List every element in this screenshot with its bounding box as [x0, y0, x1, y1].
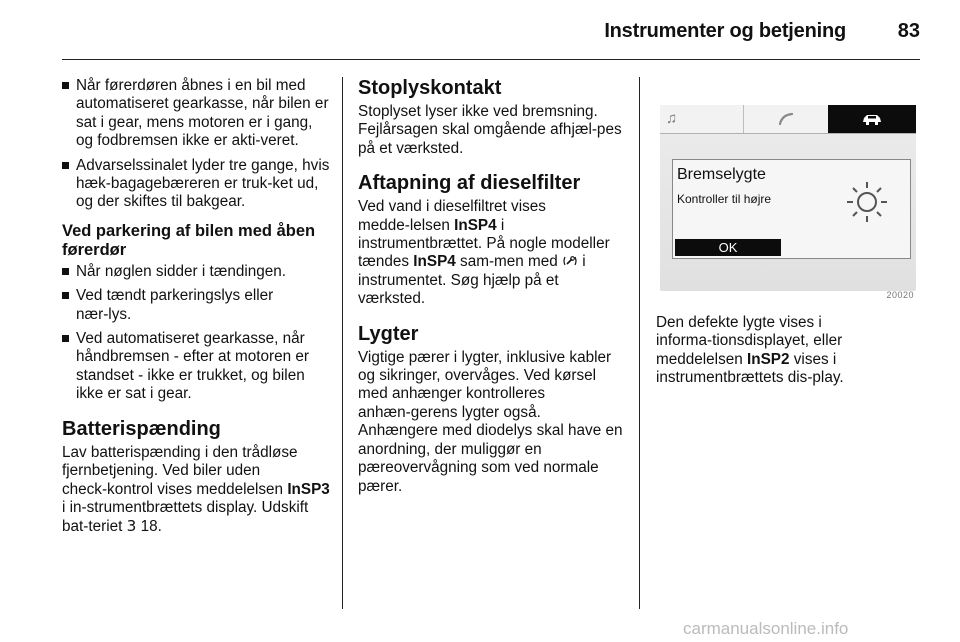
car-icon	[828, 105, 916, 133]
list-item: Når førerdøren åbnes i en bil med automatiseret gearkasse, når bilen er sat i gear, mens motoren er i gang, og fodbremsen ikke er akti‑veret.	[62, 77, 330, 151]
column-left	[62, 77, 330, 537]
warning-dialog	[672, 159, 911, 259]
message-code: InSP4	[454, 216, 497, 234]
heading-brake-switch: Stoplyskontakt	[358, 77, 502, 99]
page-number: 83	[897, 20, 920, 42]
music-note-icon: ♫	[660, 105, 744, 133]
diesel-paragraph: Ved vand i dieselfiltret vises medde‑lelsen InSP4 i instrumentbrættet. På nogle modeller tændes InSP4 sam‑men med i instrumentet. Søg hjælp på et værksted.	[358, 198, 610, 308]
bulb-icon	[845, 180, 889, 224]
list-item: Ved tændt parkeringslys eller nær‑lys.	[62, 287, 330, 324]
page-ref-link[interactable]: 18.	[136, 518, 162, 536]
watermark: carmanualsonline.info	[683, 619, 849, 638]
column-divider	[342, 77, 343, 609]
heading-diesel-filter: Aftapning af dieselfilter	[358, 172, 581, 195]
phone-icon	[744, 105, 829, 133]
message-code: InSP3	[287, 480, 330, 498]
column-right	[656, 77, 920, 388]
list-item: Når nøglen sidder i tændingen.	[62, 263, 330, 281]
display-tab-bar	[660, 105, 916, 134]
page-header	[62, 0, 920, 62]
message-code: InSP2	[747, 350, 790, 368]
brake-paragraph: Stoplyset lyser ikke ved bremsning. Fejlårsagen skal omgående afhjæl‑pes på et værksted.	[358, 103, 622, 157]
display-paragraph: Den defekte lygte vises i informa‑tionsdisplayet, eller meddelelsen InSP2 vises i instrumentbrættets dis‑play.	[656, 314, 844, 387]
info-display-figure	[656, 79, 918, 304]
page-ref-icon: 3	[126, 517, 137, 536]
message-code: InSP4	[413, 253, 456, 271]
ok-button[interactable]: OK	[675, 239, 781, 256]
list-item: Advarselssinalet lyder tre gange, hvis hæk‑bagagebæreren er truk‑ket ud, og der skiftes til bakgear.	[62, 157, 330, 212]
dialog-title: Bremselygte	[677, 166, 766, 183]
list-item: Ved automatiseret gearkasse, når håndbremsen ‑ efter at motoren er standset ‑ ikke er trukket, og bilen ikke er sat i gear.	[62, 330, 330, 404]
section-title: Instrumenter og betjening	[604, 20, 846, 42]
heading-lights: Lygter	[358, 322, 419, 345]
dialog-subtitle: Kontroller til højre	[677, 192, 772, 206]
figure-number: 20020	[886, 289, 914, 300]
heading-battery: Batterispænding	[62, 417, 221, 440]
column-middle	[358, 77, 624, 496]
header-rule	[62, 59, 920, 60]
subheading-parking: Ved parkering af bilen med åben førerdør	[62, 221, 316, 259]
lights-paragraph: Vigtige pærer i lygter, inklusive kabler og sikringer, overvåges. Ved kørsel med anhænger kontrolleres anhæn‑gerens lygter også. Anhængere med diodelys skal have en anordning, der muliggør en pæreovervågning som ved normale pærer.	[358, 348, 623, 495]
wrench-warning-icon	[562, 255, 578, 267]
column-divider	[639, 77, 640, 609]
battery-paragraph: Lav batterispænding i den trådløse fjernbetjening. Ved biler uden check‑kontrol vises meddelelsen InSP3 i in‑strumentbrættets display. Udskift bat‑teriet 3 18.	[62, 443, 330, 536]
